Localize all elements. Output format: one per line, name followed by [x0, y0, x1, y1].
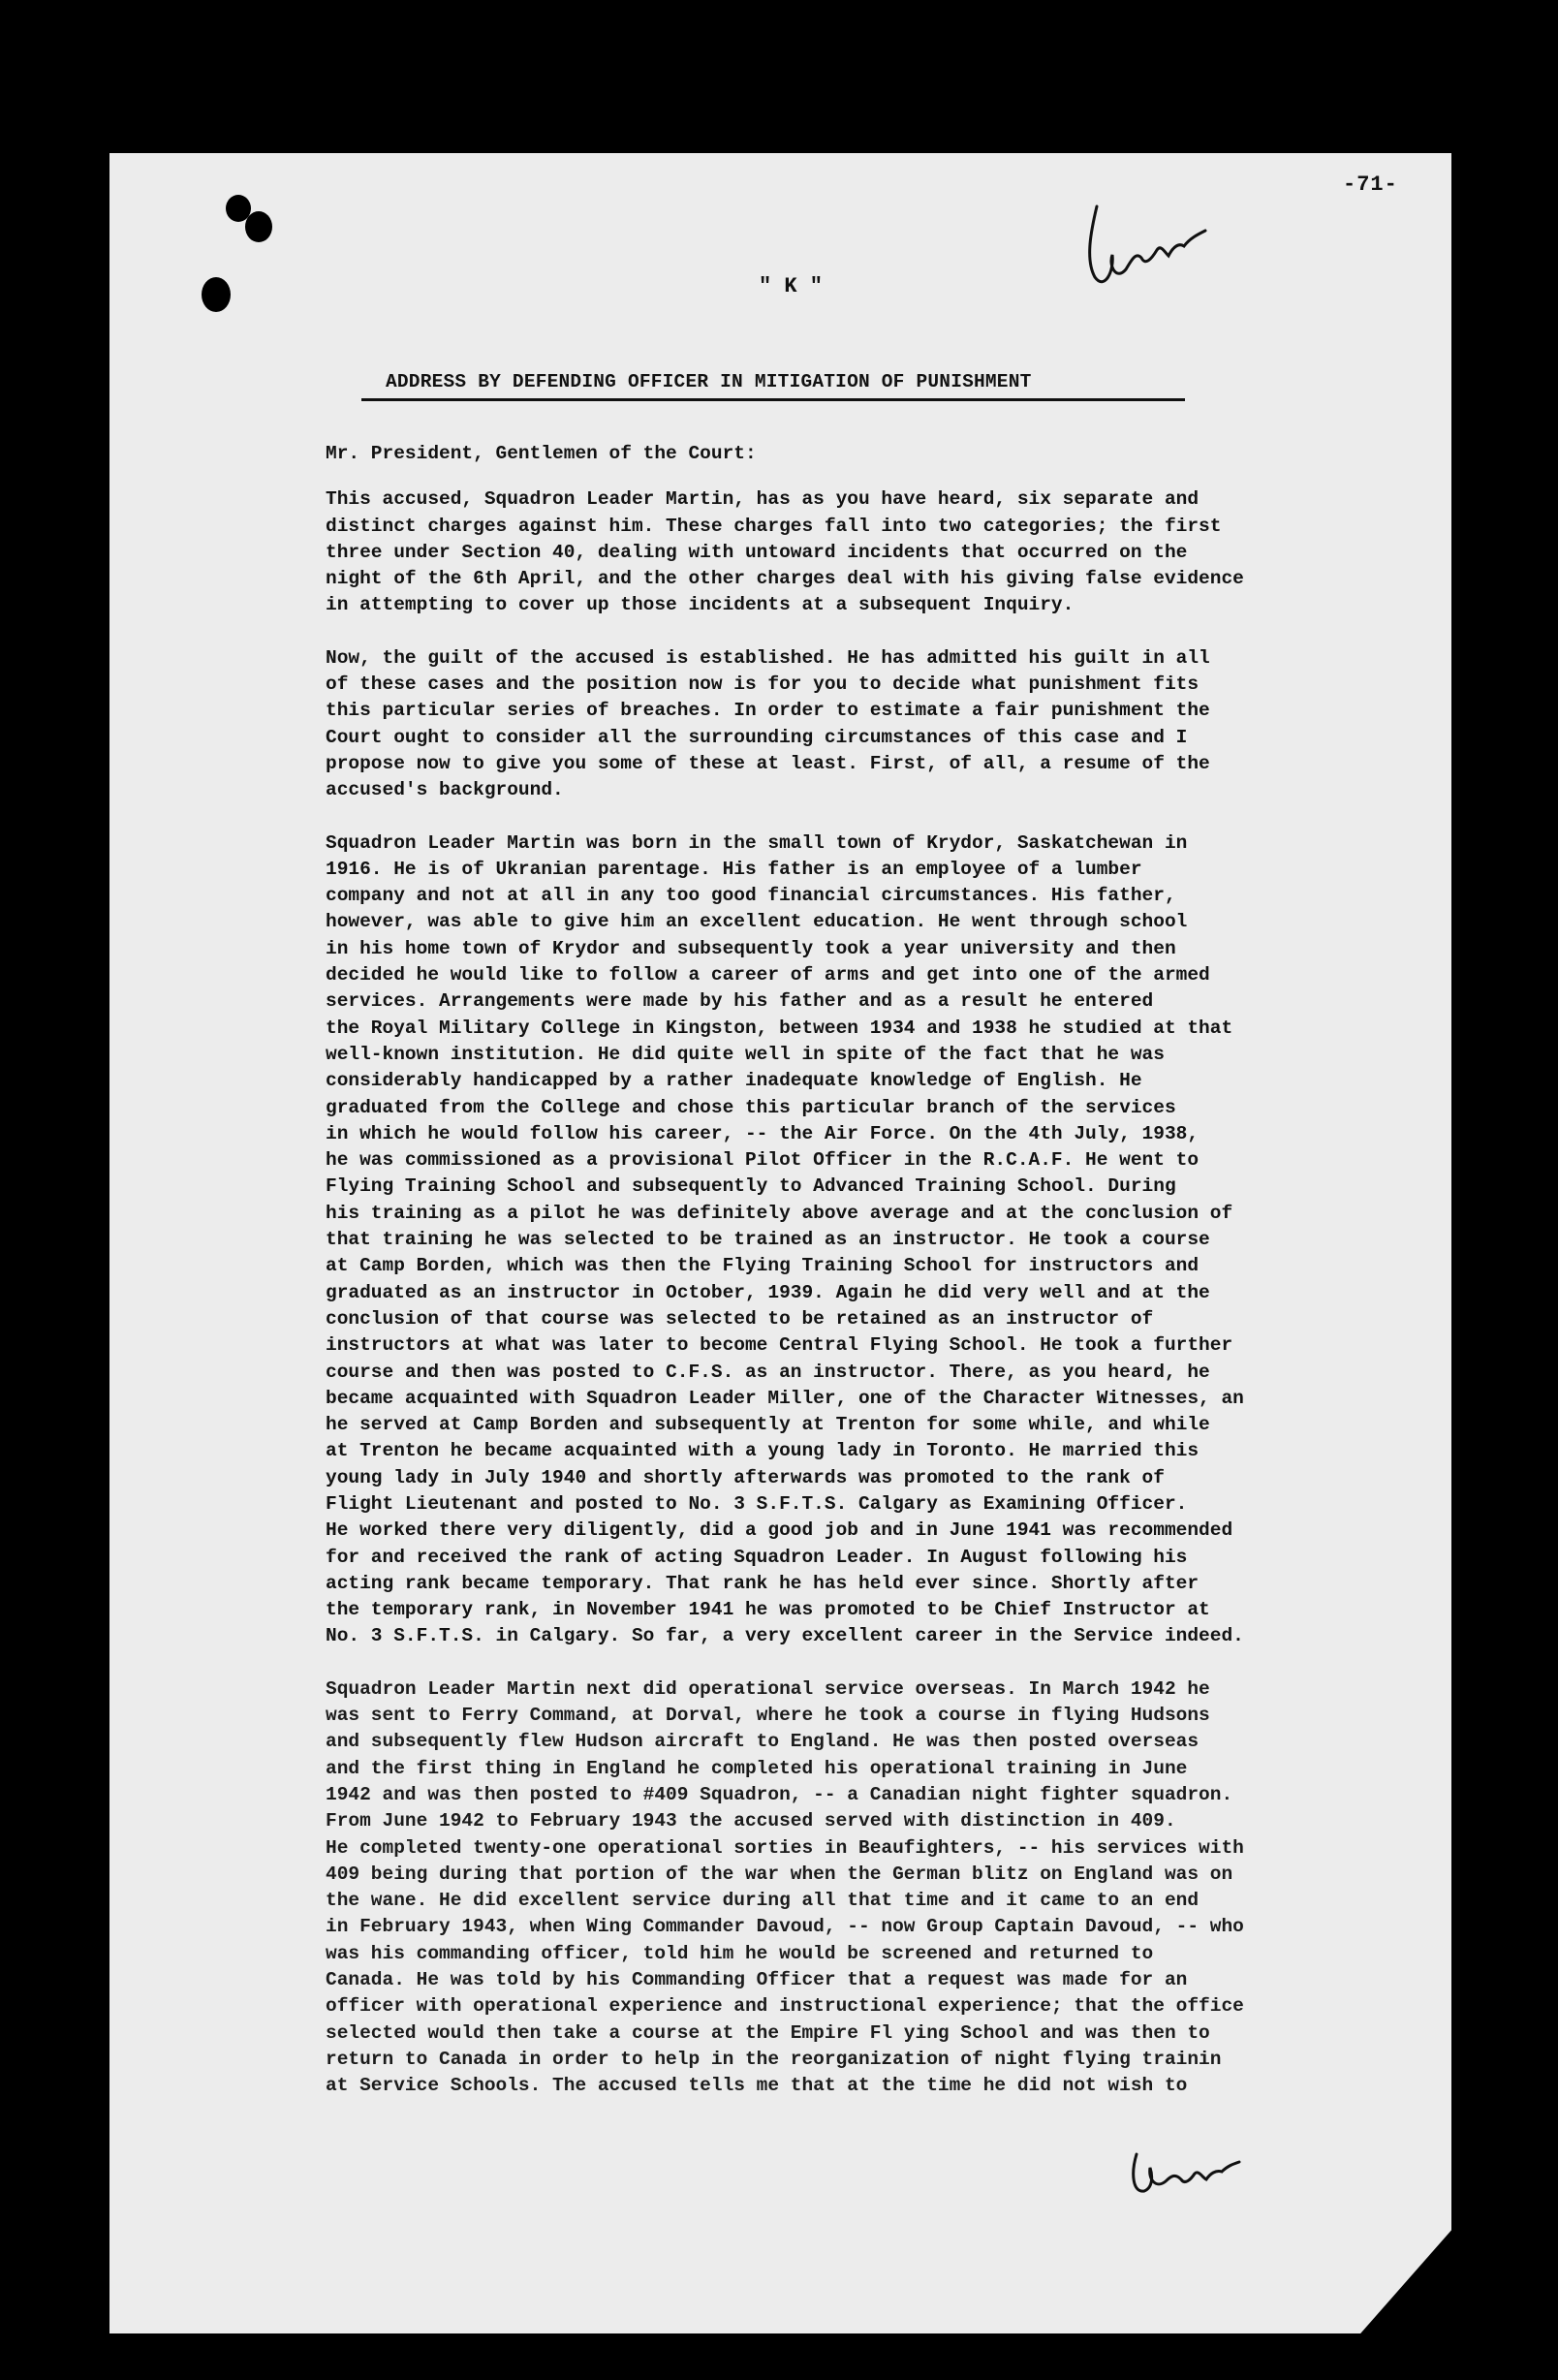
handwritten-signature-top — [1083, 202, 1209, 294]
torn-corner — [1355, 2219, 1461, 2340]
document-body — [326, 441, 1451, 2126]
paragraph-guilt: Now, the guilt of the accused is established. He has admitted his guilt in all of these cases and the position now is for you to decide what punishment fits this particular series of breaches. In order to estimate a fair punishment the Court ought to consider all the surrounding circumstances of this case and I propose now to give you some of these at least. First, of all, a resume of the accused's background. — [326, 646, 1210, 801]
paragraph-operational-service: Squadron Leader Martin next did operational service overseas. In March 1942 he was sent to Ferry Command, at Dorval, where he took a course in flying Hudsons and subsequently flew Hudson aircraft to England. He was then posted overseas and the first thing in England he completed his operational training in June 1942 and was then posted to #409 Squadron, -- a Canadian night fighter squadron. From June 1942 to February 1943 the accused served with distinction in 409. He completed twenty-one operational sorties in Beaufighters, -- his services with 409 being during that portion of the war when the German blitz on England was on the wane. He did excellent service during all that time and it came to an end in February 1943, when Wing Commander Davoud, -- now Group Captain Davoud, -- who was his commanding officer, told him he would be screened and returned to Canada. He was told by his Commanding Officer that a request was made for an officer with operational experience and instructional experience; that the office selected would then take a course at the Empire Fl ying School and was then to return to Canada in order to help in the reorganization of night flying trainin at Service Schools. The accused tells me that at the time he did not wish to — [326, 1677, 1244, 2097]
handwritten-initials-bottom — [1127, 2135, 1243, 2203]
annex-letter: " K " — [759, 274, 824, 298]
punch-hole-top-2 — [245, 211, 272, 242]
punch-hole-middle — [202, 277, 231, 312]
document-page — [109, 153, 1451, 2333]
title-underline — [361, 398, 1185, 401]
paragraph-background: Squadron Leader Martin was born in the small town of Krydor, Saskatchewan in 1916. He is of Ukranian parentage. His father is an employee of a lumber company and not at all in any too good financial circumstances. His father, however, was able to give him an excellent education. He went through school in his home town of Krydor and subsequently took a year university and then decided he would like to follow a career of arms and get into one of the armed services. Arrangements were made by his father and as a result he entered the Royal Military College in Kingston, between 1934 and 1938 he studied at that well-known institution. He did quite well in spite of the fact that he was considerably handicapped by a rather inadequate knowledge of English. He graduated from the College and chose this particular branch of the services in which he would follow his career, -- the Air Force. On the 4th July, 1938, he was commissioned as a provisional Pilot Officer in the R.C.A.F. He went to Flying Training School and subsequently to Advanced Training School. During his training as a pilot he was definitely above average and at the conclusion of that training he was selected to be trained as an instructor. He took a course at Camp Borden, which was then the Flying Training School for instructors and graduated as an instructor in October, 1939. Again he did very well and at the conclusion of that course was selected to be retained as an instructor of instructors at what was later to become Central Flying School. He took a further course and then was posted to C.F.S. as an instructor. There, as you heard, he became acquainted with Squadron Leader Miller, one of the Character Witnesses, an he served at Camp Borden and subsequently at Trenton for some while, and while at Trenton he became acquainted with a young lady in Toronto. He married this young lady in July 1940 and shortly afterwards was promoted to the rank of Flight Lieutenant and posted to No. 3 S.F.T.S. Calgary as Examining Officer. He worked there very diligently, did a good job and in June 1941 was recommended for and received the rank of acting Squadron Leader. In August following his acting rank became temporary. That rank he has held ever since. Shortly after the temporary rank, in November 1941 he was promoted to be Chief Instructor at No. 3 S.F.T.S. in Calgary. So far, a very excellent career in the Service indeed. — [326, 831, 1244, 1647]
page-number: -71- — [1343, 172, 1398, 197]
document-title: ADDRESS BY DEFENDING OFFICER IN MITIGATION OF PUNISHMENT — [386, 371, 1032, 392]
salutation: Mr. President, Gentlemen of the Court: — [326, 443, 757, 464]
paragraph-charges: This accused, Squadron Leader Martin, has as you have heard, six separate and distinct charges against him. These charges fall into two categories; the first three under Section 40, dealing with untoward incidents that occurred on the night of the 6th April, and the other charges deal with his giving false evidence in attempting to cover up those incidents at a subsequent Inquiry. — [326, 488, 1244, 616]
